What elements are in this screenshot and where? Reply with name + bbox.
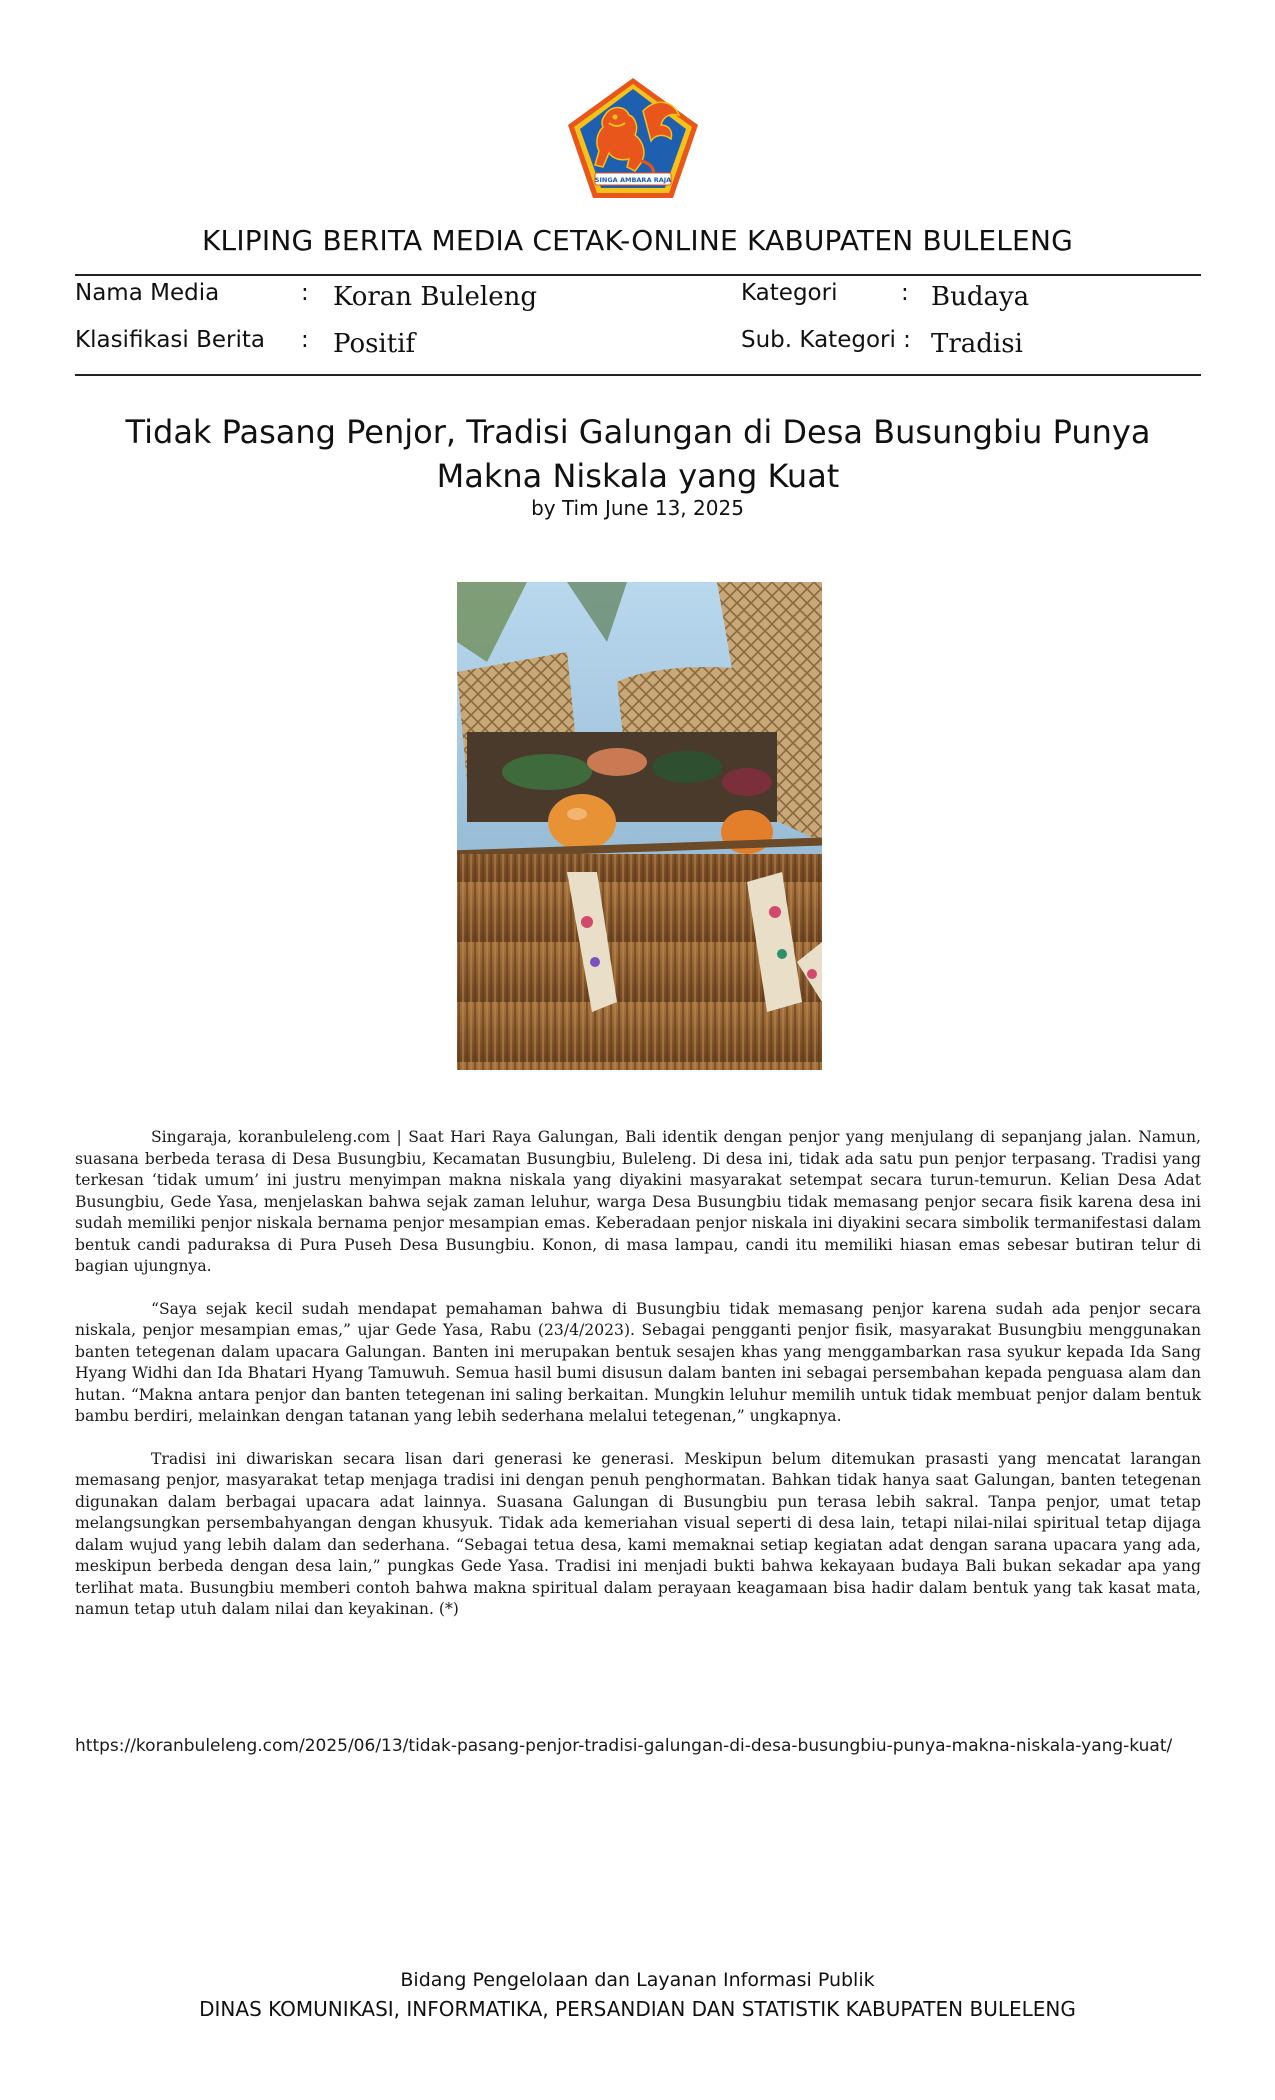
kabupaten-buleleng-logo [565,75,701,201]
article-byline: by Tim June 13, 2025 [531,496,744,520]
footer-agency: DINAS KOMUNIKASI, INFORMATIKA, PERSANDIAN DAN STATISTIK KABUPATEN BULELENG [199,1997,1076,2021]
klasifikasi-value: Positif [333,329,416,359]
meta-row-klasifikasi [75,323,1201,363]
kategori-label: Kategori [741,280,838,306]
article-paragraph-2: “Saya sejak kecil sudah mendapat pemahaman bahwa di Busungbiu tidak memasang penjor karena sudah ada penjor secara niskala, penjor mesampian emas,” ujar Gede Yasa, Rabu (23/4/2023). Sebagai pengganti penjor fisik, masyarakat Busungbiu menggunakan banten tetegenan dalam upacara Galungan. Banten ini merupakan bentuk sesajen khas yang menggambarkan rasa syukur kepada Ida Sang Hyang Widhi dan Ida Bhatari Hyang Tamuwuh. Semua hasil bumi disusun dalam banten ini sebagai persembahan kepada penguasa alam dan hutan. “Makna antara penjor dan banten tetegenan ini saling berkaitan. Mungkin leluhur memilih untuk tidak membuat penjor dalam bentuk bambu berdiri, melainkan dengan tatanan yang lebih sederhana melalui tetegenan,” ungkapnya. [75,1299,1201,1425]
banten-tetegenan-photo-icon [457,582,822,1070]
media-meta-table [75,276,1201,372]
singa-ambara-raja-emblem-icon [565,75,701,201]
header-bottom-divider [75,374,1201,376]
article-body [75,1127,1201,1642]
kategori-colon: : [901,280,909,306]
nama-media-value: Koran Buleleng [333,282,537,312]
logo-ribbon-text: SINGA AMBARA RAJA [594,176,672,184]
article-paragraph-3: Tradisi ini diwariskan secara lisan dari generasi ke generasi. Meskipun belum ditemukan prasasti yang mencatat larangan memasang penjor, masyarakat tetap menjaga tradisi ini dengan penuh penghormatan. Bahkan tidak hanya saat Galungan, banten tetegenan digunakan dalam berbagai upacara adat lainnya. Suasana Galungan di Busungbiu pun terasa lebih sakral. Tanpa penjor, umat tetap melangsungkan persembahyangan dengan khusyuk. Tidak ada kemeriahan visual seperti di desa lain, tetapi nilai-nilai spiritual tetap dijaga dalam wujud yang lebih dalam dan sederhana. “Sebagai tetua desa, kami memaknai setiap kegiatan adat dengan sarana upacara yang ada, meskipun berbeda dengan desa lain,” pungkas Gede Yasa. Tradisi ini menjadi bukti bahwa kekayaan budaya Bali bukan sekadar apa yang terlihat mata. Busungbiu memberi contoh bahwa makna spiritual dalam perayaan keagamaan bisa hadir dalam bentuk yang tak kasat mata, namun tetap utuh dalam nilai dan keyakinan. (*) [75,1449,1201,1618]
klasifikasi-label: Klasifikasi Berita [75,327,266,353]
sub-kategori-label: Sub. Kategori : [741,327,911,353]
kliping-header-title: KLIPING BERITA MEDIA CETAK-ONLINE KABUPATEN BULELENG [201,224,1073,257]
meta-row-media [75,276,1201,316]
article-title: Tidak Pasang Penjor, Tradisi Galungan di Desa Busungbiu Punya Makna Niskala yang Kuat [125,413,1151,495]
nama-media-label: Nama Media [75,280,220,306]
article-source-url: https://koranbuleleng.com/2025/06/13/tidak-pasang-penjor-tradisi-galungan-di-desa-busungbiu-punya-makna-niskala-yang-kuat/ [75,1736,1173,1756]
nama-media-colon: : [301,280,309,306]
kategori-value: Budaya [931,282,1030,312]
sub-kategori-value: Tradisi [931,329,1023,359]
page-footer [0,1966,1275,2024]
article-photo [457,582,822,1070]
article-paragraph-1: Singaraja, koranbuleleng.com | Saat Hari Raya Galungan, Bali identik dengan penjor yang menjulang di sepanjang jalan. Namun, suasana berbeda terasa di Desa Busungbiu, Kecamatan Busungbiu, Buleleng. Di desa ini, tidak ada satu pun penjor terpasang. Tradisi yang terkesan ‘tidak umum’ ini justru menyimpan makna niskala yang diyakini masyarakat setempat secara turun-temurun. Kelian Desa Adat Busungbiu, Gede Yasa, menjelaskan bahwa sejak zaman leluhur, warga Desa Busungbiu tidak memasang penjor secara fisik karena desa ini sudah memiliki penjor niskala bernama penjor mesampian emas. Keberadaan penjor niskala ini diyakini secara simbolik termanifestasi dalam bentuk candi paduraksa di Pura Puseh Desa Busungbiu. Konon, di masa lampau, candi itu memiliki hiasan emas sebesar butiran telur di bagian ujungnya. [75,1128,1201,1275]
footer-department: Bidang Pengelolaan dan Layanan Informasi Publik [400,1969,875,1991]
klasifikasi-colon: : [301,327,309,353]
